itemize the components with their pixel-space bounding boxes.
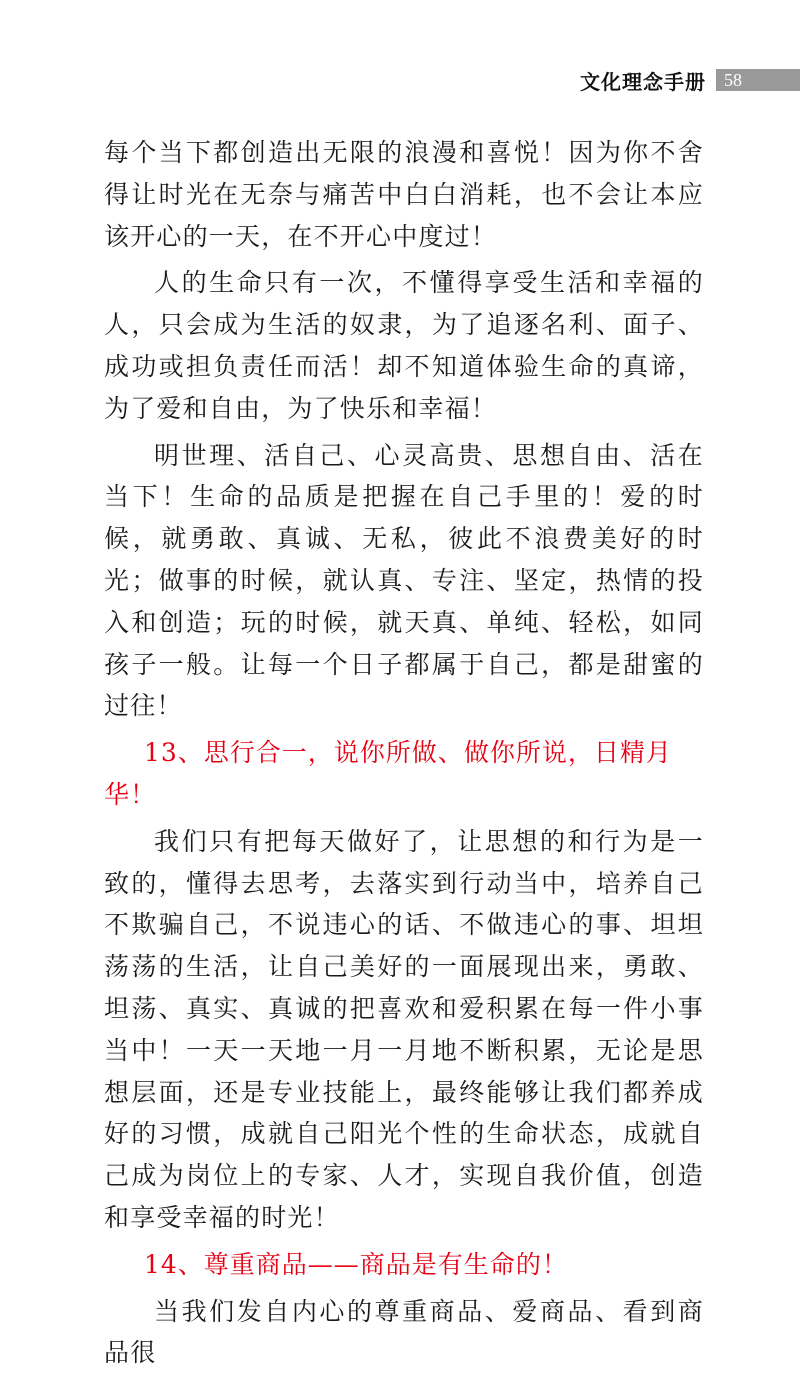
section-heading-14: 14、尊重商品——商品是有生命的！ (144, 1249, 568, 1279)
paragraph-3: 明世理、活自己、心灵高贵、思想自由、活在当下！生命的品质是把握在自己手里的！爱的时候，就勇敢、真诚、无私，彼此不浪费美好的时光；做事的时候，就认真、专注、坚定，热情的投入和创造；玩的时候，就天真、单纯、轻松，如同孩子一般。让每一个日子都属于自己，都是甜蜜的过往！ (104, 440, 704, 721)
section-heading-13: 13、思行合一，说你所做、做你所说，日精月华！ (104, 738, 672, 809)
page-number-bar (716, 69, 800, 91)
paragraph-5: 当我们发自内心的尊重商品、爱商品、看到商品很 (104, 1296, 704, 1368)
header-title: 文化理念手册 (580, 69, 706, 94)
running-header (580, 66, 800, 94)
paragraph-2: 人的生命只有一次，不懂得享受生活和幸福的人，只会成为生活的奴隶，为了追逐名利、面子、成功或担负责任而活！却不知道体验生命的真谛，为了爱和自由，为了快乐和幸福！ (104, 268, 704, 423)
paragraph-1: 每个当下都创造出无限的浪漫和喜悦！因为你不舍得让时光在无奈与痛苦中白白消耗，也不会让本应该开心的一天，在不开心中度过！ (104, 138, 704, 251)
page-number: 58 (724, 69, 742, 90)
paragraph-4: 我们只有把每天做好了，让思想的和行为是一致的，懂得去思考，去落实到行动当中，培养自己不欺骗自己，不说违心的话、不做违心的事、坦坦荡荡的生活，让自己美好的一面展现出来，勇敢、坦荡、真实、真诚的把喜欢和爱积累在每一件小事当中！一天一天地一月一月地不断积累，无论是思想层面，还是专业技能上，最终能够让我们都养成好的习惯，成就自己阳光个性的生命状态，成就自己成为岗位上的专家、人才，实现自我价值，创造和享受幸福的时光！ (104, 826, 704, 1232)
